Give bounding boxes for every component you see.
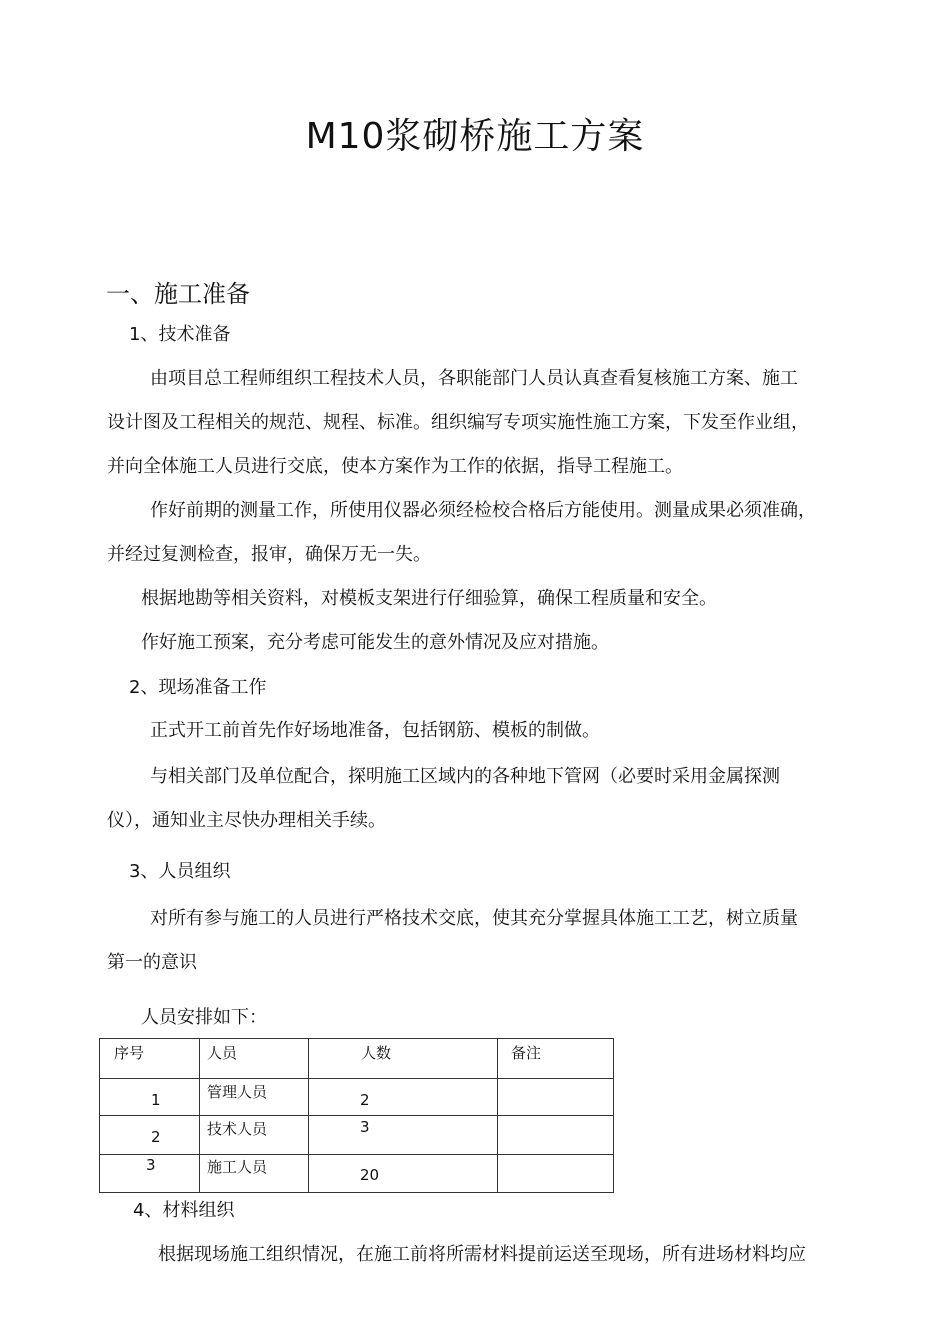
table-intro: 人员安排如下： bbox=[141, 1007, 267, 1028]
table-header-cell bbox=[100, 1039, 200, 1079]
staff-table bbox=[99, 1038, 614, 1193]
paragraph-line: 根据地勘等相关资料，对模板支架进行仔细验算，确保工程质量和安全。 bbox=[141, 588, 717, 609]
table-cell-text: 2 bbox=[151, 1128, 161, 1146]
paragraph-line: 并经过复测检查，报审，确保万无一失。 bbox=[107, 544, 431, 565]
table-cell bbox=[200, 1079, 309, 1116]
subsection-heading-3: 3、人员组织 bbox=[129, 861, 231, 882]
table-cell bbox=[309, 1116, 498, 1155]
table-cell-text: 3 bbox=[360, 1118, 370, 1136]
paragraph-line: 设计图及工程相关的规范、规程、标准。组织编写专项实施性施工方案，下发至作业组， bbox=[107, 412, 809, 433]
table-cell bbox=[100, 1116, 200, 1155]
table-cell-text: 20 bbox=[360, 1166, 380, 1184]
table-cell-text: 施工人员 bbox=[207, 1158, 268, 1176]
subsection-heading-1: 1、技术准备 bbox=[129, 324, 231, 345]
paragraph-line: 对所有参与施工的人员进行严格技术交底，使其充分掌握具体施工工艺，树立质量 bbox=[150, 908, 798, 929]
table-cell bbox=[200, 1116, 309, 1155]
subsection-heading-4: 4、材料组织 bbox=[133, 1200, 235, 1221]
paragraph-line: 第一的意识 bbox=[107, 952, 197, 973]
paragraph-line: 正式开工前首先作好场地准备，包括钢筋、模板的制做。 bbox=[150, 720, 600, 741]
table-cell bbox=[100, 1155, 200, 1193]
table-header-cell bbox=[309, 1039, 498, 1079]
table-cell bbox=[309, 1155, 498, 1193]
table-cell-text: 管理人员 bbox=[207, 1083, 268, 1101]
paragraph-line: 作好施工预案，充分考虑可能发生的意外情况及应对措施。 bbox=[141, 632, 609, 653]
table-cell-text: 2 bbox=[360, 1091, 370, 1109]
paragraph-line: 由项目总工程师组织工程技术人员，各职能部门人员认真查看复核施工方案、施工 bbox=[150, 368, 798, 389]
table-header-text: 人数 bbox=[361, 1044, 392, 1062]
table-cell bbox=[100, 1079, 200, 1116]
paragraph-line: 作好前期的测量工作，所使用仪器必须经检校合格后方能使用。测量成果必须准确， bbox=[150, 500, 816, 521]
table-cell bbox=[498, 1116, 614, 1155]
table-header-text: 备注 bbox=[511, 1044, 542, 1062]
table-header-text: 人员 bbox=[207, 1044, 238, 1062]
table-cell-text: 3 bbox=[146, 1156, 156, 1174]
paragraph-line: 并向全体施工人员进行交底，使本方案作为工作的依据，指导工程施工。 bbox=[107, 456, 683, 477]
paragraph-line: 仪），通知业主尽快办理相关手续。 bbox=[107, 810, 386, 831]
table-header-cell bbox=[200, 1039, 309, 1079]
table-cell bbox=[309, 1079, 498, 1116]
subsection-heading-2: 2、现场准备工作 bbox=[129, 677, 267, 698]
table-header-row bbox=[100, 1039, 614, 1079]
document-title: M10浆砌桥施工方案 bbox=[305, 116, 645, 157]
section-heading: 一、施工准备 bbox=[106, 280, 250, 308]
table-cell bbox=[200, 1155, 309, 1193]
table-row bbox=[100, 1079, 614, 1116]
table-cell-text: 技术人员 bbox=[207, 1120, 268, 1138]
table-header-cell bbox=[498, 1039, 614, 1079]
table-row bbox=[100, 1155, 614, 1193]
table-cell bbox=[498, 1079, 614, 1116]
paragraph-line: 与相关部门及单位配合，探明施工区域内的各种地下管网（必要时采用金属探测 bbox=[150, 766, 780, 787]
table-cell-text: 1 bbox=[151, 1091, 161, 1109]
table-cell bbox=[498, 1155, 614, 1193]
table-row bbox=[100, 1116, 614, 1155]
paragraph-line: 根据现场施工组织情况，在施工前将所需材料提前运送至现场，所有进场材料均应 bbox=[158, 1244, 806, 1265]
table-header-text: 序号 bbox=[114, 1044, 145, 1062]
